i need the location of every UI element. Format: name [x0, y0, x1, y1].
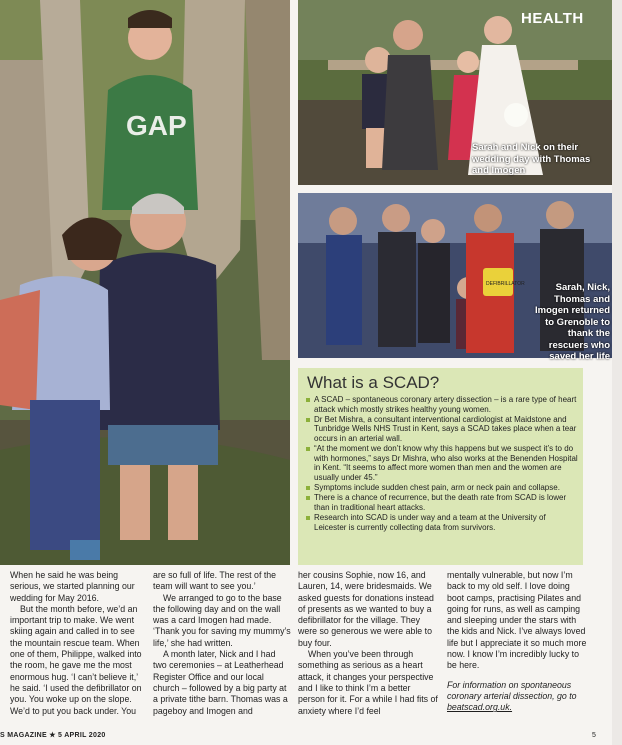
- family-photo-image: [0, 0, 290, 565]
- magazine-footer: S MAGAZINE ★ 5 APRIL 2020: [0, 732, 106, 739]
- defibrillator-label: DEFIBRILLATOR: [486, 281, 525, 287]
- scad-bullet: Symptoms include sudden chest pain, arm or neck pain and collapse.: [306, 483, 578, 493]
- article-column-4: [447, 570, 589, 714]
- article-paragraph: A month later, Nick and I had two ceremonies – at Leatherhead Register Office and our local church – followed by a big party at a private tithe barn. Thomas was a pageboy and Imogen and: [153, 649, 288, 716]
- article-paragraph: are so full of life. The rest of the team will want to see you.’: [153, 570, 277, 592]
- family-photo: [0, 0, 290, 565]
- page-number: 5: [592, 732, 596, 739]
- article-paragraph: When you’ve been through something as serious as a heart attack, it changes your perspective and I like to think I’m a better person for it. For a while I had fits of anxiety where I’d feel: [298, 649, 438, 716]
- article-paragraph: But the month before, we’d an important trip to make. We went skiing again and called in to see the mountain rescue team. When one of them, Philippe, walked into the room, he gave me the most enormous hug. ‘I can’t believe it,’ he said. ‘I used the defibrillator on you. You woke up on the slope. We’d to put you back under. You: [10, 603, 142, 716]
- beatscad-link[interactable]: beatscad.org.uk.: [447, 702, 513, 713]
- article-paragraph: mentally vulnerable, but now I’m back to my old self. I love doing boot camps, practising Pilates and going for runs, as well as camping and sleeping under the stars with the kids and Nick. I’ve always loved life but I appreciate it so much more now. I know I’m incredibly lucky to be here.: [447, 570, 587, 671]
- wedding-caption: Sarah and Nick on their wedding day with Thomas and Imogen: [472, 142, 591, 176]
- article-column-1: [10, 570, 148, 717]
- grenoble-caption: Sarah, Nick, Thomas and Imogen returned to Grenoble to thank the rescuers who saved her life: [535, 282, 610, 362]
- scad-bullet: “At the moment we don’t know why this happens but we suspect it’s to do with hormones,” says Dr Mishra, who also works at the Benenden Hospital in Kent. “It seems to affect more women than men and the women are usually under 45.”: [306, 444, 578, 482]
- article-column-2: [153, 570, 291, 717]
- article-column-3: [298, 570, 438, 717]
- info-note: [447, 680, 589, 714]
- article-paragraph: When he said he was being serious, we started planning our wedding for May 2016.: [10, 570, 135, 603]
- scad-bullet: A SCAD – spontaneous coronary artery dissection – is a rare type of heart attack which mostly strikes healthy young women.: [306, 395, 578, 414]
- article-paragraph: We arranged to go to the base the following day and on the wall was a card Imogen had made. ‘Thank you for saving my mummy’s life,’ she had written.: [153, 592, 291, 648]
- svg-text:GAP: GAP: [126, 110, 187, 141]
- info-note-text: For information on spontaneous coronary arterial dissection, go to: [447, 679, 577, 701]
- section-tag: HEALTH: [521, 10, 584, 27]
- scad-box-title: What is a SCAD?: [307, 373, 440, 392]
- scad-bullet-list: [306, 395, 578, 533]
- article-paragraph: her cousins Sophie, now 16, and Lauren, 14, were bridesmaids. We asked guests for donations instead of presents as we wanted to buy a defibrillator for the village. They were so generous we were able to buy four.: [298, 570, 434, 648]
- scad-bullet: Research into SCAD is under way and a team at the University of Leicester is currently collecting data from survivors.: [306, 513, 578, 532]
- scad-bullet: Dr Bet Mishra, a consultant interventional cardiologist at Maidstone and Tunbridge Wells NHS Trust in Kent, says a SCAD takes place when a tear occurs in an arterial wall.: [306, 415, 578, 444]
- scad-bullet: There is a chance of recurrence, but the death rate from SCAD is lower than in traditional heart attacks.: [306, 493, 578, 512]
